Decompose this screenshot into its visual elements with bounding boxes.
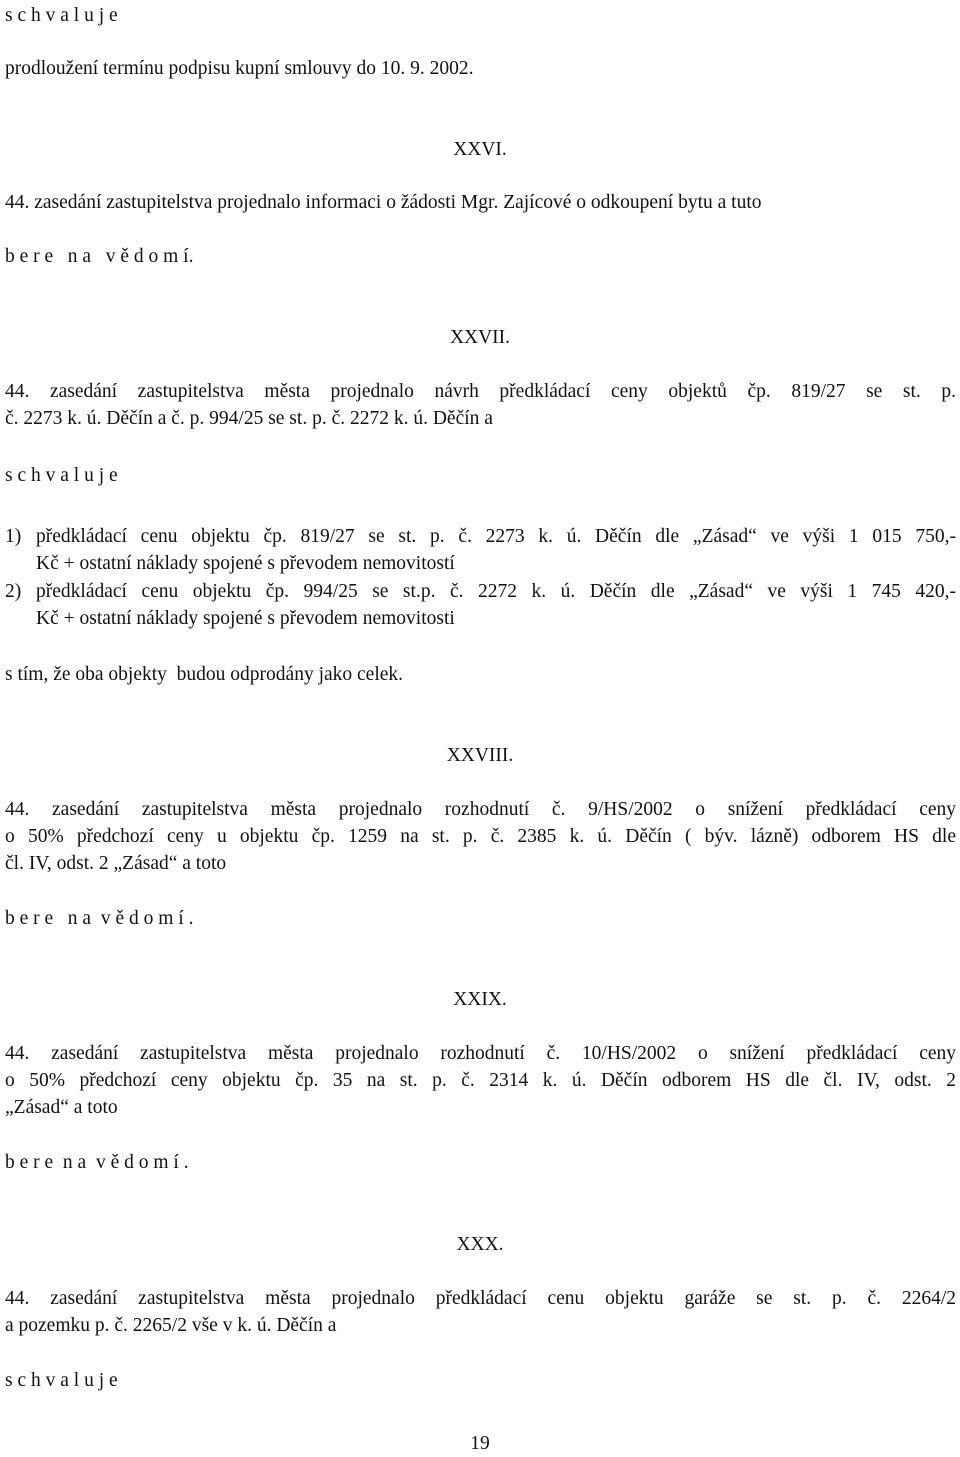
paragraph-text: „Zásad“ a toto <box>5 1097 118 1118</box>
paragraph-text: a pozemku p. č. 2265/2 vše v k. ú. Děčín a <box>5 1315 337 1336</box>
paragraph-text: 44. zasedání zastupitelstva města projednalo rozhodnutí č. 10/HS/2002 o snížení předkládací ceny <box>5 1043 956 1064</box>
resolution-verb: s c h v a l u j e <box>5 1370 118 1391</box>
list-item-text: Kč + ostatní náklady spojené s převodem nemovitosti <box>36 608 455 629</box>
list-item-number: 2) <box>5 581 22 602</box>
paragraph-text: č. 2273 k. ú. Děčín a č. p. 994/25 se st. p. č. 2272 k. ú. Děčín a <box>5 408 493 429</box>
list-item-text: předkládací cenu objektu čp. 819/27 se st. p. č. 2273 k. ú. Děčín dle „Zásad“ ve výši 1 015 750,- <box>36 526 956 547</box>
section-numeral: XXX. <box>456 1234 504 1255</box>
list-item-number: 1) <box>5 526 22 547</box>
paragraph-text: 44. zasedání zastupitelstva projednalo informaci o žádosti Mgr. Zajícové o odkoupení bytu a tuto <box>5 192 762 213</box>
section-numeral: XXVIII. <box>446 745 514 766</box>
resolution-verb: b e r e n a v ě d o m í . <box>5 908 194 929</box>
paragraph-text: prodloužení termínu podpisu kupní smlouvy do 10. 9. 2002. <box>5 58 474 79</box>
resolution-verb: b e r e n a v ě d o m í. <box>5 246 194 267</box>
section-numeral: XXIX. <box>453 989 507 1010</box>
section-numeral: XXVI. <box>453 139 507 160</box>
resolution-verb: b e r e n a v ě d o m í . <box>5 1152 189 1173</box>
paragraph-text: čl. IV, odst. 2 „Zásad“ a toto <box>5 853 227 874</box>
paragraph-text: o 50% předchozí ceny objektu čp. 35 na st. p. č. 2314 k. ú. Děčín odborem HS dle čl. IV, odst. 2 <box>5 1070 956 1091</box>
list-item-text: předkládací cenu objektu čp. 994/25 se st.p. č. 2272 k. ú. Děčín dle „Zásad“ ve výši 1 745 420,- <box>36 581 956 602</box>
list-item-text: Kč + ostatní náklady spojené s převodem nemovitostí <box>36 553 455 574</box>
paragraph-text: 44. zasedání zastupitelstva města projednalo předkládací cenu objektu garáže se st. p. č. 2264/2 <box>5 1288 956 1309</box>
paragraph-text: s tím, že oba objekty budou odprodány jako celek. <box>5 664 404 685</box>
paragraph-text: 44. zasedání zastupitelstva města projednalo návrh předkládací ceny objektů čp. 819/27 se st. p. <box>5 381 956 402</box>
paragraph-text: 44. zasedání zastupitelstva města projednalo rozhodnutí č. 9/HS/2002 o snížení předkládací ceny <box>5 799 956 820</box>
resolution-verb: s c h v a l u j e <box>5 465 118 486</box>
section-numeral: XXVII. <box>449 327 511 348</box>
paragraph-text: o 50% předchozí ceny u objektu čp. 1259 na st. p. č. 2385 k. ú. Děčín ( býv. lázně) odborem HS dle <box>5 826 956 847</box>
page-number: 19 <box>470 1433 490 1454</box>
resolution-verb: s c h v a l u j e <box>5 5 118 26</box>
